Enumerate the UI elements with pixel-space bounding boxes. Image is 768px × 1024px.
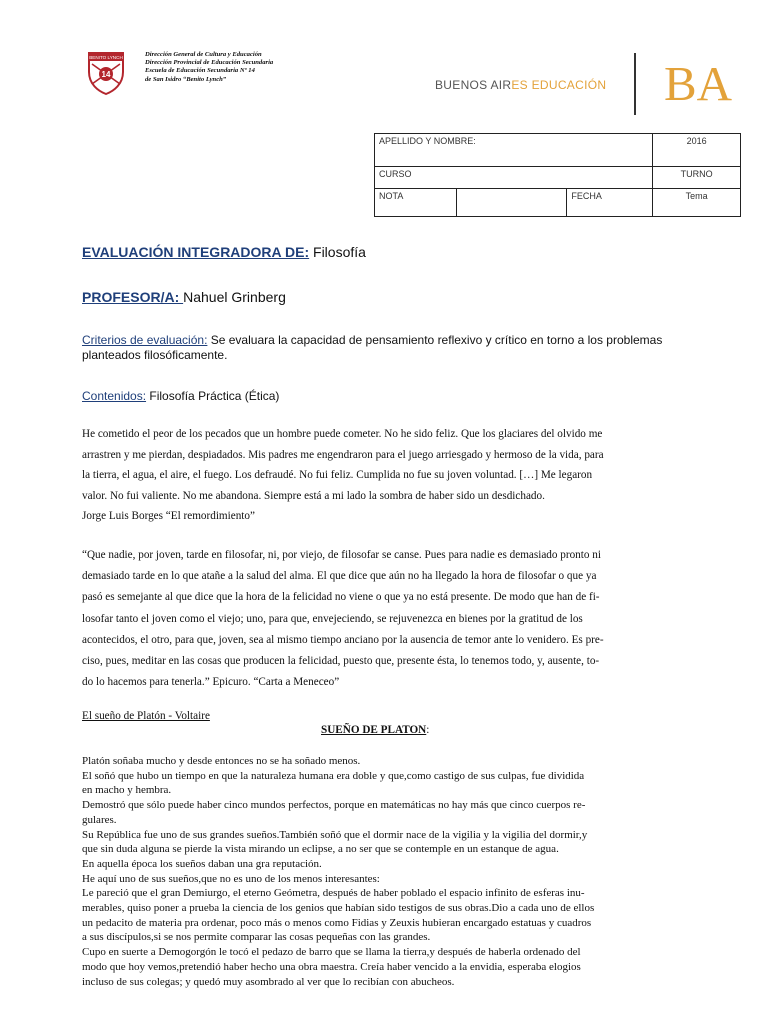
voltaire-line: gulares. [82,813,117,826]
curso-cell[interactable]: CURSO [375,167,653,189]
epicuro-quote [82,545,718,693]
school-crest-icon [86,50,126,96]
turno-cell[interactable]: TURNO [653,167,741,189]
voltaire-line: a sus discípulos,si se nos permite comparar las cosas pequeñas con las grandes. [82,931,431,944]
brand-divider [634,53,636,115]
borges-line: He cometido el peor de los pecados que un hombre puede cometer. No he sido feliz. Que los glaciares del olvido me [82,428,603,440]
contents-label: Contenidos: [82,389,147,403]
nota-value-cell[interactable] [456,189,567,217]
brand-orange-part: ES EDUCACIÓN [511,78,607,92]
student-info-table [374,133,741,217]
table-row [375,189,741,217]
sueno-title-text: SUEÑO DE PLATON [321,724,427,736]
voltaire-line: modo que hoy vemos,pretendió haber hecho una obra maestra. Creía haber vencido a la envidia, esperaba elogios [82,960,581,973]
epicuro-line: losofar tanto el joven como el viejo; uno, para que, envejeciendo, se rejuvenezca en bienes por la gratitud de los [82,612,583,625]
buenos-aires-educacion-brand [435,78,606,92]
epicuro-line: do lo hacemos para tenerla.” Epicuro. “Carta a Meneceo” [82,676,340,689]
epicuro-line: demasiado tarde en lo que atañe a la salud del alma. El que dice que aún no ha llegado la hora de filosofar o que ya [82,570,597,583]
fecha-cell[interactable]: FECHA [567,189,653,217]
epicuro-line: acontecidos, el otro, para que, joven, sea al mismo tiempo anciano por la ausencia de temor ante lo venidero. Es pre- [82,633,604,646]
voltaire-line: un pedacito de materia pra ordenar, poco más o menos como Fidias y Zeuxis hubieran encargado estatuas y cuadros [82,916,592,929]
apellido-cell[interactable]: APELLIDO Y NOMBRE: [375,134,653,167]
voltaire-line: Le pareció que el gran Demiurgo, el eterno Geómetra, después de haber poblado el espacio infinito de esferas inu- [82,887,585,900]
evaluation-subject: Filosofía [309,244,366,260]
institution-line: de San Isidro “Benito Lynch” [145,75,227,83]
year-cell: 2016 [653,134,741,167]
borges-quote [82,424,718,527]
evaluation-label: EVALUACIÓN INTEGRADORA DE: [82,244,310,260]
voltaire-line: Demostró que sólo puede haber cinco mundos perfectos, porque en matemáticas no hay más que cinco cuerpos re- [82,799,586,812]
borges-line: valor. No fui valiente. No me abandona. Siempre está a mi lado la sombra de haber sido un desdichado. [82,489,545,502]
voltaire-line: He aquí uno de sus sueños,que no es uno de los menos interesantes: [82,872,380,885]
voltaire-text [82,754,718,989]
professor-heading [82,289,286,305]
epicuro-line: ciso, pues, meditar en las cosas que producen la felicidad, puesto que, presente ésta, lo tenemos todo, y, ausente, to- [82,655,600,668]
evaluation-heading [82,244,366,260]
voltaire-line: en macho y hembra. [82,784,172,797]
ba-logo: BA [664,56,733,111]
tema-cell[interactable]: Tema [653,189,741,217]
contents-text: Filosofía Práctica (Ética) [146,389,280,403]
voltaire-line: El soñó que hubo un tiempo en que la naturaleza humana era doble y que,como castigo de sus culpas, fue dividida [82,769,585,782]
voltaire-line: Su República fue uno de sus grandes sueños.También soñó que el dormir nace de la vigilia y la vigilia del dormir,y [82,828,588,841]
borges-line: arrastren y me pierdan, despiadados. Mis padres me engendraron para el juego arriesgado y hermoso de la vida, para [82,448,604,461]
voltaire-line: Platón soñaba mucho y desde entonces no se ha soñado menos. [82,755,361,767]
voltaire-line: incluso de sus colegas; y quedó muy asombrado al ver que lo recibían con abucheos. [82,975,455,988]
crest-banner-text: BENITO LYNCH [89,55,123,61]
voltaire-line: Cupo en suerte a Demogorgón le tocó el pedazo de barro que se llama la tierra,y después de haberla ordenado del [82,946,581,959]
brand-gray-part: BUENOS AIR [435,78,512,92]
contents-line [82,389,279,403]
borges-line: la tierra, el agua, el aire, el fuego. Los defraudé. No fui feliz. Cumplida no fue su joven voluntad. […] Me legaron [82,469,593,481]
sueno-title-colon: : [426,724,430,736]
voltaire-line: que sin duda alguna se pierde la vista mirando un eclipse, a no ser que se contemple en un estanque de agua. [82,843,559,856]
criteria-text: Se evaluara la capacidad de pensamiento reflexivo y crítico en torno a los problemas planteados filosóficamente. [82,333,663,362]
nota-cell[interactable]: NOTA [375,189,457,217]
voltaire-line: En aquella época los sueños daban una gra reputación. [82,857,322,870]
epicuro-line: “Que nadie, por joven, tarde en filosofar, ni, por viejo, de filosofar se canse. Pues para nadie es demasiado pronto ni [82,549,601,561]
institution-block [145,51,273,84]
table-row [375,167,741,189]
criteria-paragraph [82,333,722,363]
table-row [375,134,741,167]
crest-number: 14 [101,70,111,79]
institution-line: Dirección General de Cultura y Educación [145,51,262,58]
professor-name: Nahuel Grinberg [183,289,286,305]
criteria-label: Criterios de evaluación: [82,333,208,347]
borges-attribution: Jorge Luis Borges “El remordimiento” [82,510,255,522]
institution-line: Escuela de Educación Secundaria Nº 14 [145,67,255,75]
epicuro-line: pasó es semejante al que dice que la hora de la felicidad no viene o que ya no está presente. De modo que han de fi- [82,591,600,604]
institution-line: Dirección Provincial de Educación Secundaria [145,59,274,67]
professor-label: PROFESOR/A: [82,289,184,305]
sueno-title [321,724,429,736]
voltaire-source: El sueño de Platón - Voltaire [82,710,210,722]
voltaire-line: merables, quiso poner a prueba la ciencia de los genios que habían sido testigos de sus obras.Dio a cada uno de ellos [82,902,595,915]
